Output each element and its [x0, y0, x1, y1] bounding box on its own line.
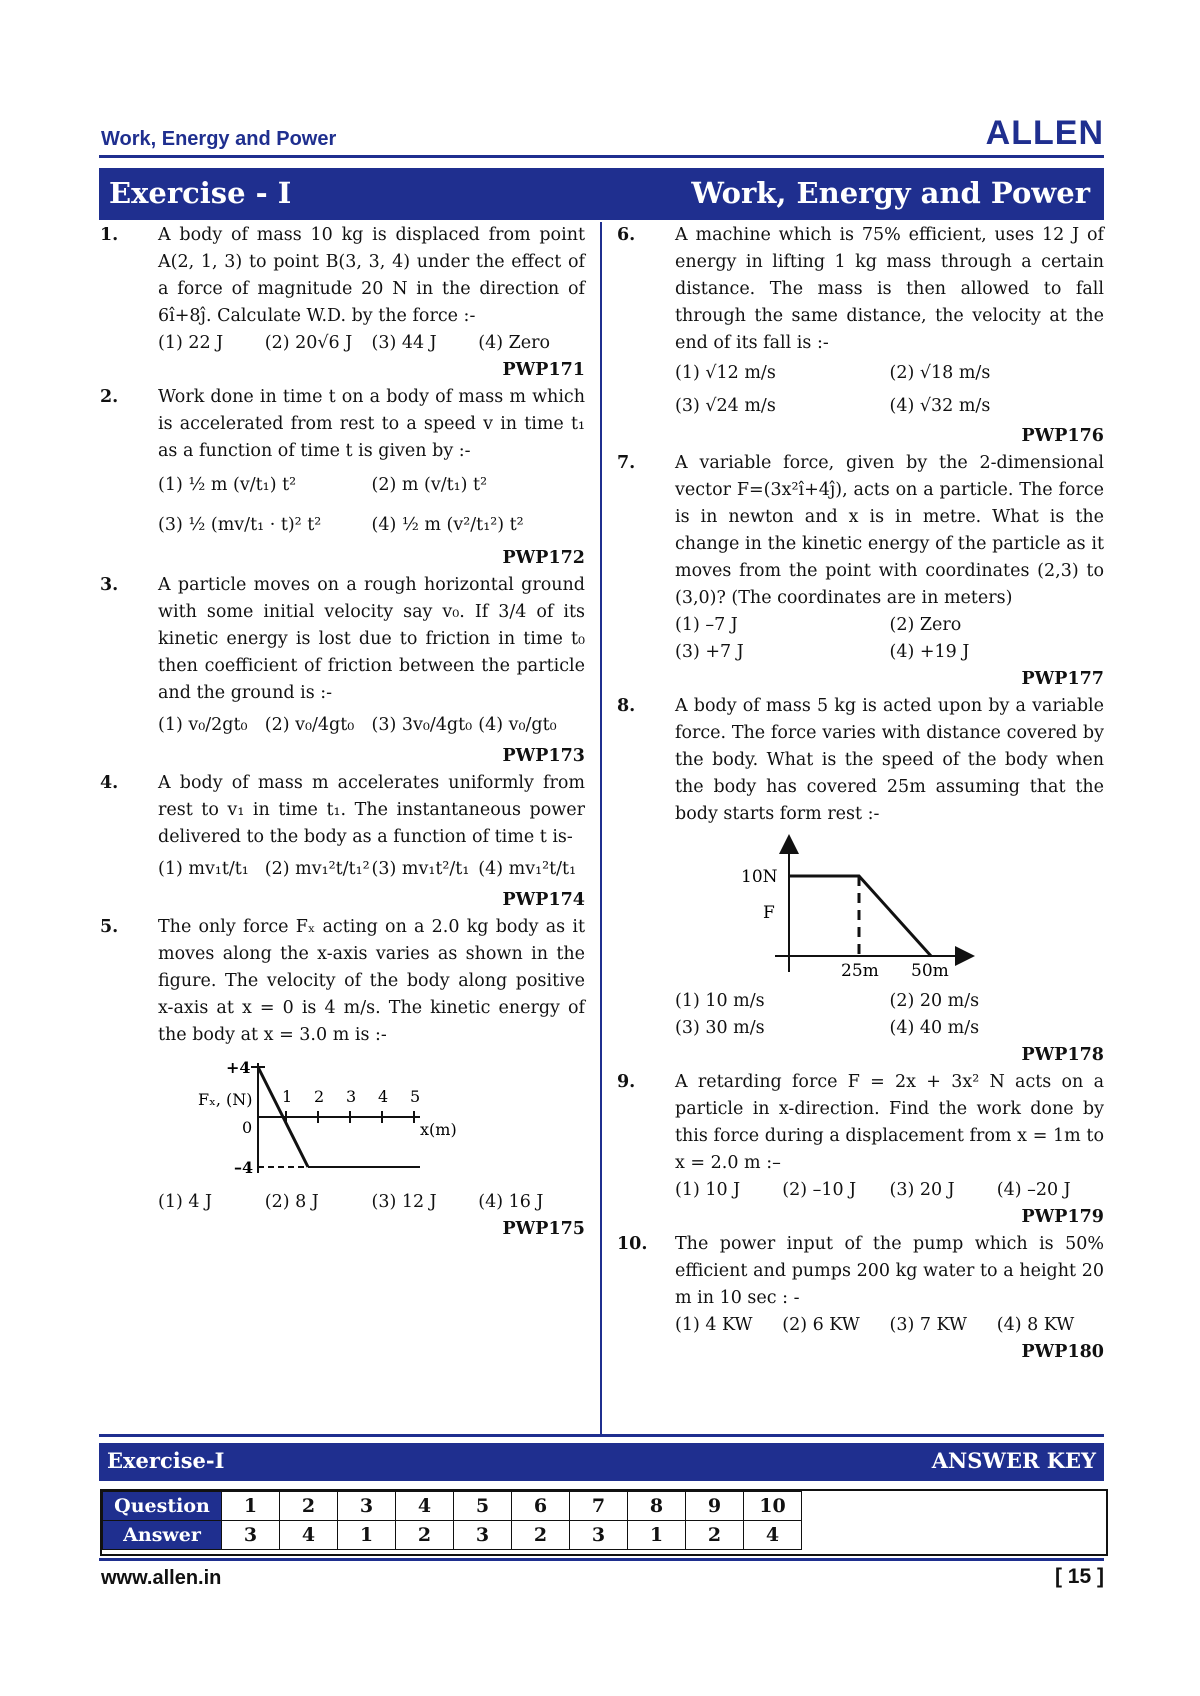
option: (3) 20 J — [889, 1180, 955, 1200]
question-row-label: Question — [103, 1492, 222, 1521]
question-code: PWP176 — [1021, 426, 1104, 446]
option: (3) ½ (mv/t₁ · t)² t² — [158, 515, 322, 535]
options — [158, 851, 585, 887]
origin-label: 0 — [242, 1118, 253, 1137]
option: (1) ½ m (v/t₁) t² — [158, 475, 297, 495]
options — [158, 465, 585, 545]
question-3 — [100, 572, 585, 770]
question-number: 4. — [100, 773, 119, 793]
banner-exercise: Exercise - I — [109, 176, 292, 210]
option: (4) v₀/gt₀ — [478, 715, 557, 735]
option: (4) 8 KW — [996, 1315, 1075, 1335]
x-tick-label: 25m — [841, 961, 879, 981]
question-cell: 5 — [454, 1492, 512, 1521]
question-cell: 2 — [280, 1492, 338, 1521]
question-number: 6. — [617, 225, 636, 245]
options — [675, 612, 1104, 666]
answer-cell: 2 — [396, 1521, 454, 1550]
question-number: 5. — [100, 917, 119, 937]
question-cell: 7 — [570, 1492, 628, 1521]
banner-topic: Work, Energy and Power — [691, 176, 1090, 210]
answer-cell: 4 — [280, 1521, 338, 1550]
option: (1) 10 m/s — [675, 991, 765, 1011]
question-text: A machine which is 75% efficient, uses 12 J of energy in lifting 1 kg mass through a certain distance. The mass is then allowed to fall through the same distance, the velocity at the end of its fall is :- — [675, 225, 1104, 353]
tick-label: 1 — [282, 1087, 293, 1106]
question-7 — [617, 450, 1104, 693]
answer-key-table — [102, 1491, 802, 1550]
y-axis-label: F — [763, 903, 775, 923]
option: (2) 20 m/s — [889, 991, 980, 1011]
tick-label: 3 — [346, 1087, 357, 1106]
option: (2) mv₁²t/t₁² — [264, 859, 370, 879]
option: (4) +19 J — [889, 642, 970, 662]
y-axis-label: Fₓ, (N) — [198, 1090, 253, 1109]
option: (2) v₀/4gt₀ — [264, 715, 355, 735]
question-text: The only force Fₓ acting on a 2.0 kg body as it moves along the x-axis varies as shown in the figure. The velocity of the body along positive x-axis at x = 0 is 4 m/s. The kinetic energy of the body at x = 3.0 m is :- — [158, 917, 585, 1045]
y-value-label: 10N — [741, 867, 778, 887]
x-axis-label: x(m) — [420, 1120, 457, 1139]
question-text: The power input of the pump which is 50% efficient and pumps 200 kg water to a height 20 m in 10 sec : - — [675, 1234, 1104, 1308]
question-text: A body of mass m accelerates uniformly from rest to v₁ in time t₁. The instantaneous power delivered to the body as a function of time t is- — [158, 773, 585, 847]
question-number: 8. — [617, 696, 636, 716]
y-top-label: +4 — [226, 1058, 251, 1077]
option: (3) 30 m/s — [675, 1018, 765, 1038]
option: (4) mv₁²t/t₁ — [478, 859, 577, 879]
option: (2) –10 J — [782, 1180, 857, 1200]
question-number: 9. — [617, 1072, 636, 1092]
option: (1) 22 J — [158, 333, 224, 353]
option: (2) m (v/t₁) t² — [371, 475, 488, 495]
options — [675, 988, 1104, 1042]
option: (1) 10 J — [675, 1180, 741, 1200]
options — [675, 1177, 1104, 1204]
tick-label: 5 — [410, 1087, 421, 1106]
options — [158, 330, 585, 357]
option: (4) 16 J — [478, 1192, 544, 1212]
column-divider — [600, 222, 602, 1434]
question-2 — [100, 384, 585, 572]
answer-key-bar — [99, 1443, 1104, 1481]
option: (1) 4 KW — [675, 1315, 753, 1335]
question-text: A particle moves on a rough horizontal ground with some initial velocity say v₀. If 3/4 of its kinetic energy is lost due to friction in time t₀ then coefficient of friction between the particle and the ground is :- — [158, 575, 585, 703]
question-code: PWP180 — [1021, 1342, 1104, 1362]
option: (3) 3v₀/4gt₀ — [371, 715, 473, 735]
x-tick-label: 50m — [911, 961, 949, 981]
option: (3) 44 J — [371, 333, 437, 353]
answer-cell: 2 — [686, 1521, 744, 1550]
question-10 — [617, 1231, 1104, 1366]
option: (4) √32 m/s — [889, 396, 991, 416]
question-code: PWP178 — [1021, 1045, 1104, 1065]
question-number: 3. — [100, 575, 119, 595]
question-6 — [617, 222, 1104, 450]
question-9 — [617, 1069, 1104, 1231]
option: (2) 8 J — [264, 1192, 319, 1212]
question-text: A body of mass 5 kg is acted upon by a variable force. The force varies with distance covered by the body. What is the speed of the body when the body has covered 25m assuming that the body starts form rest :- — [675, 696, 1104, 824]
question-text: Work done in time t on a body of mass m which is accelerated from rest to a speed v in time t₁ as a function of time t is given by :- — [158, 387, 585, 461]
answer-key-exercise: Exercise-I — [107, 1448, 225, 1473]
answer-cell: 4 — [744, 1521, 802, 1550]
question-cell: 3 — [338, 1492, 396, 1521]
option: (1) mv₁t/t₁ — [158, 859, 249, 879]
option: (2) √18 m/s — [889, 363, 991, 383]
question-text: A variable force, given by the 2-dimensional vector F=(3x²î+4ĵ), acts on a particle. The force is in newton and x is in metre. What is the change in the kinetic energy of the particle as it moves from the point with coordinates (2,3) to (3,0)? (The coordinates are in meters) — [675, 453, 1104, 608]
right-column — [617, 222, 1104, 1366]
option: (1) v₀/2gt₀ — [158, 715, 248, 735]
question-4 — [100, 770, 585, 914]
question-cell: 4 — [396, 1492, 454, 1521]
option: (1) –7 J — [675, 615, 738, 635]
question-number: 7. — [617, 453, 636, 473]
question-cell: 10 — [744, 1492, 802, 1521]
answer-key-label: ANSWER KEY — [931, 1448, 1096, 1473]
option: (3) mv₁t²/t₁ — [371, 859, 470, 879]
question-cell: 1 — [222, 1492, 280, 1521]
answer-key-box — [100, 1489, 1108, 1556]
y-bottom-label: –4 — [234, 1158, 254, 1177]
answer-cell: 2 — [512, 1521, 570, 1550]
page-number: [ 15 ] — [1054, 1565, 1104, 1588]
answer-row — [103, 1521, 802, 1550]
answer-cell: 3 — [454, 1521, 512, 1550]
question-row — [103, 1492, 802, 1521]
options — [158, 707, 585, 743]
exercise-banner — [99, 168, 1104, 220]
allen-logo: ALLEN — [985, 114, 1104, 152]
question-number: 1. — [100, 225, 119, 245]
force-graph-q5 — [158, 1055, 488, 1185]
option: (4) ½ m (v²/t₁²) t² — [371, 515, 524, 535]
options — [158, 1189, 585, 1216]
answer-cell: 3 — [222, 1521, 280, 1550]
option: (2) 6 KW — [782, 1315, 860, 1335]
footer-rule — [99, 1558, 1104, 1561]
option: (3) √24 m/s — [675, 396, 776, 416]
question-text: A retarding force F = 2x + 3x² N acts on a particle in x-direction. Find the work done by this force during a displacement from x = 1m to x = 2.0 m :– — [675, 1072, 1104, 1173]
question-1 — [100, 222, 585, 384]
option: (4) Zero — [478, 333, 551, 353]
question-number: 2. — [100, 387, 119, 407]
answer-row-label: Answer — [103, 1521, 222, 1550]
answer-cell: 1 — [338, 1521, 396, 1550]
question-code: PWP177 — [1021, 669, 1104, 689]
header-title: Work, Energy and Power — [101, 128, 337, 150]
option: (2) 20√6 J — [264, 333, 353, 353]
tick-label: 2 — [314, 1087, 325, 1106]
option: (1) 4 J — [158, 1192, 213, 1212]
question-code: PWP171 — [502, 360, 585, 380]
force-graph-q8 — [675, 834, 975, 984]
left-column — [100, 222, 585, 1243]
question-8 — [617, 693, 1104, 1069]
answer-cell: 3 — [570, 1521, 628, 1550]
header-rule — [99, 155, 1104, 158]
question-code: PWP174 — [502, 890, 585, 910]
options — [675, 357, 1104, 423]
question-code: PWP179 — [1021, 1207, 1104, 1227]
option: (3) 7 KW — [889, 1315, 967, 1335]
question-text: A body of mass 10 kg is displaced from point A(2, 1, 3) to point B(3, 3, 4) under the effect of a force of magnitude 20 N in the direction of 6î+8ĵ. Calculate W.D. by the force :- — [158, 225, 585, 326]
option: (4) –20 J — [996, 1180, 1071, 1200]
question-cell: 9 — [686, 1492, 744, 1521]
question-5 — [100, 914, 585, 1243]
question-code: PWP172 — [502, 548, 585, 568]
option: (3) +7 J — [675, 642, 744, 662]
question-number: 10. — [617, 1234, 648, 1254]
tick-label: 4 — [378, 1087, 389, 1106]
option: (2) Zero — [889, 615, 962, 635]
question-cell: 6 — [512, 1492, 570, 1521]
section-rule — [99, 1434, 1104, 1437]
option: (3) 12 J — [371, 1192, 437, 1212]
option: (1) √12 m/s — [675, 363, 776, 383]
options — [675, 1312, 1104, 1339]
answer-cell: 1 — [628, 1521, 686, 1550]
question-cell: 8 — [628, 1492, 686, 1521]
footer-url-link[interactable]: www.allen.in — [101, 1567, 222, 1589]
option: (4) 40 m/s — [889, 1018, 980, 1038]
question-code: PWP173 — [502, 746, 585, 766]
question-code: PWP175 — [502, 1219, 585, 1239]
